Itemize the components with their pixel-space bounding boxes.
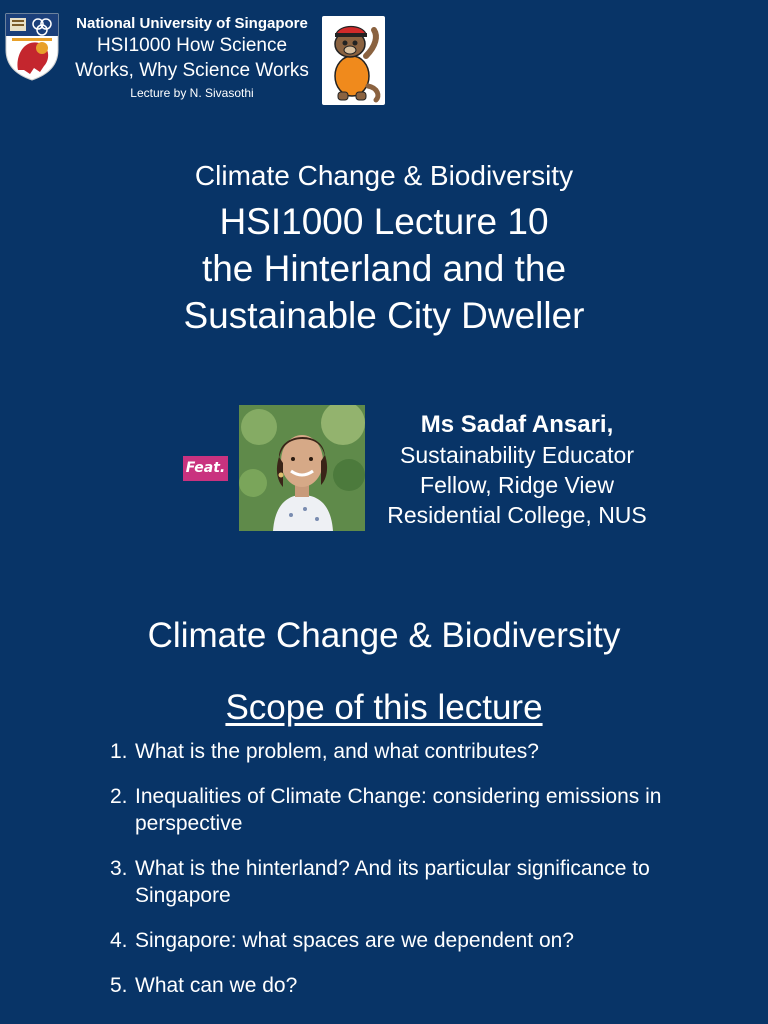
speaker-role-line1: Sustainability Educator bbox=[400, 442, 634, 468]
course-title-line1: HSI1000 How Science bbox=[96, 35, 288, 56]
university-name: National University of Singapore bbox=[76, 15, 308, 32]
speaker-info bbox=[376, 410, 658, 530]
list-item bbox=[110, 927, 670, 954]
scope-heading: Scope of this lecture bbox=[225, 688, 543, 727]
speaker-photo bbox=[239, 405, 365, 531]
list-item-text: Inequalities of Climate Change: considering emissions in perspective bbox=[135, 785, 662, 835]
list-item bbox=[110, 738, 670, 765]
featured-badge: Feat. bbox=[183, 456, 228, 481]
lecturer-credit: Lecture by N. Sivasothi bbox=[130, 86, 254, 100]
list-item bbox=[110, 855, 670, 909]
lecture-title-line3: Sustainable City Dweller bbox=[183, 295, 585, 336]
list-item-number: 3. bbox=[110, 857, 128, 880]
list-item-text: What is the hinterland? And its particular significance to Singapore bbox=[135, 857, 650, 907]
list-item-number: 2. bbox=[110, 785, 128, 808]
otter-mascot-icon bbox=[322, 16, 385, 105]
list-item-text: What can we do? bbox=[135, 974, 298, 997]
list-item bbox=[110, 972, 670, 999]
list-item-number: 5. bbox=[110, 974, 128, 997]
nus-crest-logo bbox=[4, 12, 60, 82]
scope-list bbox=[110, 738, 670, 1017]
lecture-title-line2: the Hinterland and the bbox=[201, 248, 567, 289]
section-title: Climate Change & Biodiversity bbox=[147, 616, 621, 655]
lecture-subtitle: Climate Change & Biodiversity bbox=[194, 160, 574, 191]
speaker-role-line2: Fellow, Ridge View bbox=[420, 472, 614, 498]
list-item-text: Singapore: what spaces are we dependent on? bbox=[135, 929, 574, 952]
lecture-title bbox=[0, 198, 768, 339]
list-item bbox=[110, 783, 670, 837]
course-header bbox=[64, 14, 320, 101]
list-item-text: What is the problem, and what contributes? bbox=[135, 740, 539, 763]
speaker-name: Ms Sadaf Ansari, bbox=[420, 411, 614, 438]
course-title-line2: Works, Why Science Works bbox=[75, 60, 309, 81]
lecture-title-line1: HSI1000 Lecture 10 bbox=[219, 201, 549, 242]
list-item-number: 1. bbox=[110, 740, 128, 763]
speaker-role-line3: Residential College, NUS bbox=[387, 502, 647, 528]
list-item-number: 4. bbox=[110, 929, 128, 952]
